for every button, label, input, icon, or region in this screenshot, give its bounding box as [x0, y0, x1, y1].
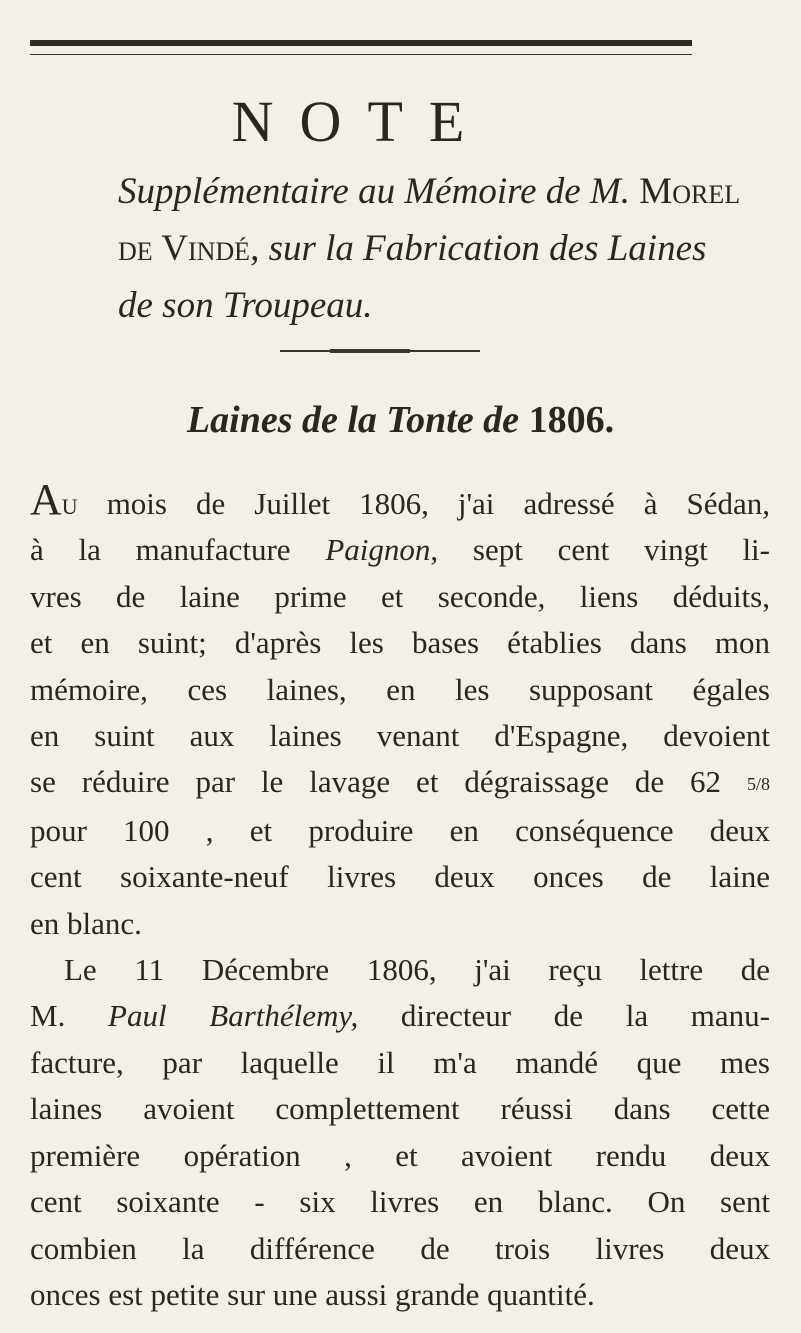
fraction: 5/8 [746, 774, 770, 795]
section-title [0, 398, 801, 442]
header-rule-thin [30, 54, 692, 55]
drop-cap-rest: u [61, 486, 78, 521]
drop-cap: A [30, 475, 62, 524]
body-line-11: Le 11 Décembre 1806, j'ai reçu lettre de [64, 952, 770, 988]
body-line-2-rest: , sept cent vingt li- [430, 532, 770, 568]
body-line-15: première opération , et avoient rendu deux [30, 1137, 770, 1173]
subtitle-text-1: Supplémentaire au Mémoire de M. [118, 171, 631, 212]
subtitle-author-place: de Vindé [118, 228, 251, 269]
body-line-18: onces est petite sur une aussi grande quantité. [30, 1276, 595, 1312]
manufacture-name: Paignon [325, 532, 431, 568]
section-divider-center [330, 349, 410, 353]
body-line-2-text: à la manufacture [30, 532, 326, 568]
subtitle-text-2: , sur la Fabrication des Laines [250, 228, 707, 269]
page-title: NOTE [231, 89, 491, 154]
subtitle-line-2 [118, 220, 788, 277]
header-rule-thick [30, 40, 692, 46]
body-line-13: facture, par laquelle il m'a mandé que mes [30, 1044, 770, 1080]
body-line-5: mémoire, ces laines, en les supposant égales [30, 671, 770, 707]
body-line-10: en blanc. [30, 905, 142, 941]
body-line-7-text: se réduire par le lavage et dégraissage de 62 [30, 764, 747, 800]
body-line-12-text: M. [30, 998, 109, 1034]
subtitle-line-1 [118, 163, 788, 220]
body-line-12 [30, 993, 770, 1039]
body-line-1-text: mois de Juillet 1806, j'ai adressé à Sédan, [77, 486, 770, 521]
body-line-6: en suint aux laines venant d'Espagne, devoient [30, 718, 770, 754]
subtitle-author-surname: Morel [639, 171, 741, 212]
body-line-9: cent soixante-neuf livres deux onces de laine [30, 859, 770, 895]
body-line-17: combien la différence de trois livres deux [30, 1230, 770, 1266]
subtitle [118, 163, 788, 334]
body-line-7 [30, 759, 770, 807]
body-line-14: laines avoient complettement réussi dans cette [30, 1091, 770, 1127]
subtitle-line-3: de son Troupeau. [118, 285, 373, 326]
body-line-1 [30, 475, 770, 527]
director-name: Paul Barthélemy, [108, 998, 359, 1034]
section-title-year: 1806. [528, 399, 615, 441]
body-line-2 [30, 527, 770, 573]
body-line-3: vres de laine prime et seconde, liens déduits, [30, 578, 770, 614]
body-line-12-rest: directeur de la manu- [358, 998, 770, 1034]
body-line-4: et en suint; d'après les bases établies dans mon [30, 625, 770, 661]
body-line-8: pour 100 , et produire en conséquence deux [30, 812, 770, 848]
section-title-text: Laines de la Tonte de [186, 399, 520, 441]
body-line-16: cent soixante - six livres en blanc. On sent [30, 1184, 770, 1220]
body-text [30, 475, 770, 1318]
